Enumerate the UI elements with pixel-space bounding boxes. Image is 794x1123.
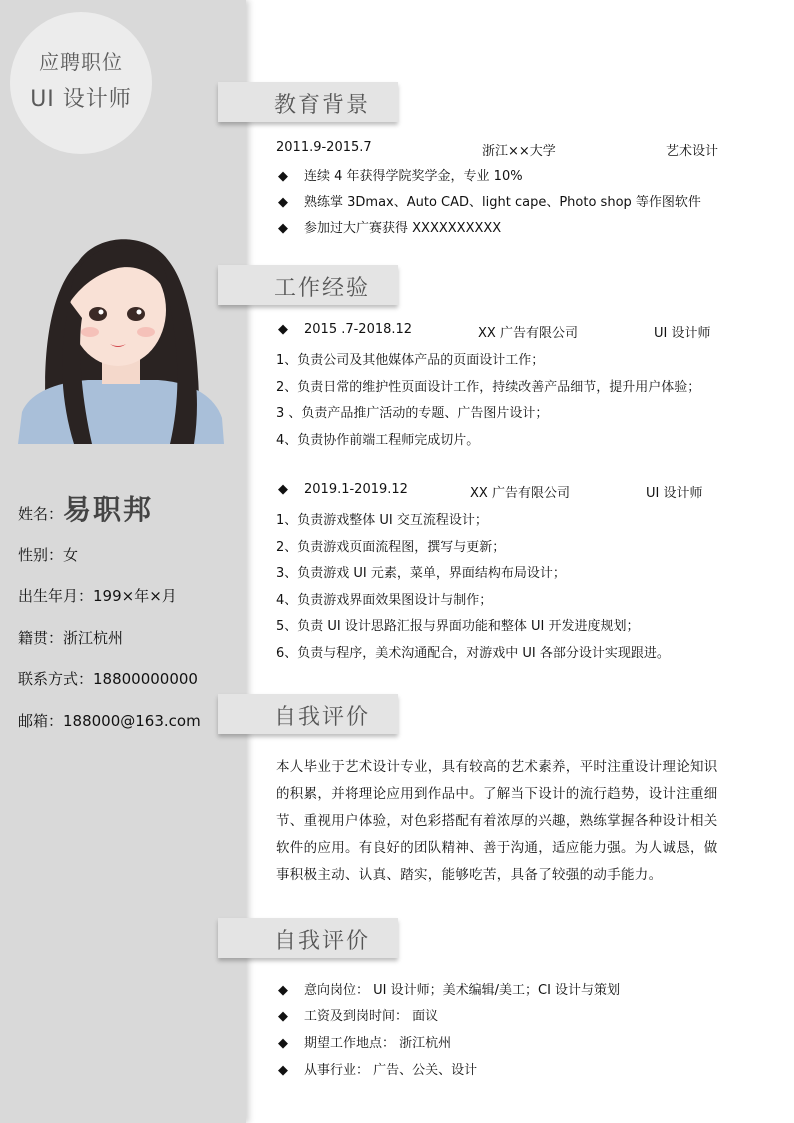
duty-item: 4、负责游戏界面效果图设计与制作； xyxy=(276,593,493,608)
bullet-icon: ◆ xyxy=(278,322,288,337)
section-title: 自我评价 xyxy=(274,929,371,954)
avatar-illustration xyxy=(18,222,224,444)
section-title: 自我评价 xyxy=(274,705,371,730)
bullet-icon: ◆ xyxy=(278,195,288,210)
job-header-row xyxy=(278,322,748,341)
section-heading-education xyxy=(218,82,398,122)
section-heading-job-intent xyxy=(218,918,398,958)
section-heading-work xyxy=(218,265,398,305)
list-item: ◆ 意向岗位： UI 设计师；美术编辑/美工；CI 设计与策划 xyxy=(278,983,621,998)
duty-item: 3、负责游戏 UI 元素，菜单，界面结构布局设计； xyxy=(276,566,566,581)
job-role: UI 设计师 xyxy=(654,326,711,341)
name-row xyxy=(18,488,153,528)
job-title-circle xyxy=(10,12,152,154)
duty-item: 6、负责与程序，美术沟通配合，对游戏中 UI 各部分设计实现跟进。 xyxy=(276,646,670,661)
list-item: ◆ 期望工作地点： 浙江杭州 xyxy=(278,1036,452,1051)
duty-item: 3 、负责产品推广活动的专题、广告图片设计； xyxy=(276,406,549,421)
education-period: 2011.9-2015.7 xyxy=(276,140,372,155)
birth-field: 出生年月：199×年×月 xyxy=(18,587,177,605)
bullet-icon: ◆ xyxy=(278,983,288,998)
education-school: 浙江××大学 xyxy=(482,144,556,159)
education-summary-row xyxy=(276,140,746,159)
bullet-icon: ◆ xyxy=(278,1009,288,1024)
duty-item: 2、负责游戏页面流程图，撰写与更新； xyxy=(276,540,506,555)
education-major: 艺术设计 xyxy=(666,144,719,159)
job-period: 2019.1-2019.12 xyxy=(304,482,408,497)
duty-item: 2、负责日常的维护性页面设计工作，持续改善产品细节，提升用户体验； xyxy=(276,380,701,395)
bullet-icon: ◆ xyxy=(278,1036,288,1051)
duty-item: 1、负责公司及其他媒体产品的页面设计工作； xyxy=(276,353,545,368)
job-company: XX 广告有限公司 xyxy=(478,326,578,341)
name-label: 姓名： xyxy=(18,505,64,523)
job-title: UI 设计师 xyxy=(30,87,132,112)
list-item: ◆ 参加过大广赛获得 XXXXXXXXXX xyxy=(278,221,502,236)
bullet-icon: ◆ xyxy=(278,221,288,236)
job-label: 应聘职位 xyxy=(39,50,123,74)
list-item: ◆ 连续 4 年获得学院奖学金，专业 10% xyxy=(278,169,523,184)
list-item: ◆ 熟练掌 3Dmax、Auto CAD、light cape、Photo shop 等作图软件 xyxy=(278,195,701,210)
native-place-field: 籍贯：浙江杭州 xyxy=(18,629,124,647)
duty-item: 5、负责 UI 设计思路汇报与界面功能和整体 UI 开发进度规划； xyxy=(276,619,640,634)
job-role: UI 设计师 xyxy=(646,486,703,501)
gender-field: 性别：女 xyxy=(18,546,79,564)
duty-item: 4、负责协作前端工程师完成切片。 xyxy=(276,433,480,448)
section-title: 教育背景 xyxy=(274,93,371,118)
email-field: 邮箱：188000@163.com xyxy=(18,712,201,730)
list-item: ◆ 从事行业： 广告、公关、设计 xyxy=(278,1063,478,1078)
bullet-icon: ◆ xyxy=(278,169,288,184)
bullet-icon: ◆ xyxy=(278,482,288,497)
job-company: XX 广告有限公司 xyxy=(470,486,570,501)
section-heading-self-evaluation xyxy=(218,694,398,734)
job-header-row xyxy=(278,482,748,501)
list-item: ◆ 工资及到岗时间： 面议 xyxy=(278,1009,439,1024)
full-name: 易职邦 xyxy=(63,493,154,526)
section-title: 工作经验 xyxy=(274,276,371,301)
duty-item: 1、负责游戏整体 UI 交互流程设计； xyxy=(276,513,488,528)
self-evaluation-paragraph: 本人毕业于艺术设计专业，具有较高的艺术素养，平时注重设计理论知识 的积累，并将理论应用到作品中。了解当下设计的流行趋势，设计注重细 节、重视用户体验，对色彩搭配有着浓厚的兴趣，熟练掌握各种设计相关 软件的应用。有良好的团队精神、善于沟通，适应能力强。为人诚恳，做 事积极主动、认真、踏实，能够吃苦，具备了较强的动手能力。 xyxy=(276,759,718,883)
phone-field: 联系方式：18800000000 xyxy=(18,670,198,688)
job-period: 2015 .7-2018.12 xyxy=(304,322,413,337)
bullet-icon: ◆ xyxy=(278,1063,288,1078)
